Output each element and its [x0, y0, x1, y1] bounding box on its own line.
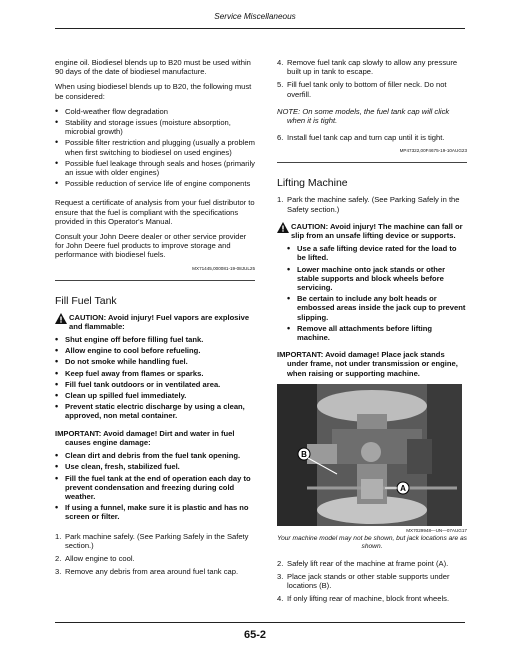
list-item: • Lower machine onto jack stands or other stable supports and block wheels before servicing. — [287, 265, 467, 293]
list-item: • Clean dirt and debris from the fuel tank opening. — [55, 451, 255, 460]
step-text: Allow engine to cool. — [65, 553, 135, 563]
right-column — [277, 58, 467, 610]
list-item: • Use clean, fresh, stabilized fuel. — [55, 462, 255, 471]
list-item: • Remove all attachments before lifting machine. — [287, 324, 467, 342]
step-text: Place jack stands or other stable supports under locations (B). — [287, 572, 450, 591]
list-item: • Cold-weather flow degradation — [55, 107, 255, 116]
step-number: 2. — [277, 558, 284, 568]
fuel-caution-list — [55, 335, 255, 421]
step-item — [277, 559, 467, 568]
list-item: • Do not smoke while handling fuel. — [55, 357, 255, 366]
photo-callout-b: B — [301, 449, 307, 459]
warning-triangle-icon — [277, 222, 289, 235]
step-text: Install fuel tank cap and turn cap until it is tight. — [287, 133, 445, 143]
photo-caption: Your machine model may not be shown, but jack locations are as shown. — [277, 534, 467, 550]
step-number: 2. — [55, 553, 62, 563]
section-divider — [277, 162, 467, 163]
list-item: • Keep fuel away from flames or sparks. — [55, 369, 255, 378]
reference-code: MP47322,00F4675-19-10AUG23 — [399, 148, 467, 154]
list-item: • Stability and storage issues (moisture absorption, microbial growth) — [55, 118, 255, 136]
fuel-steps-list — [55, 532, 255, 577]
machine-underside-illustration — [277, 384, 462, 526]
list-item: • Possible filter restriction and plugging (usually a problem when first switching to biodiesel on used engines) — [55, 138, 255, 156]
photo-reference-code: MX7029948—UN—07AUG17 — [406, 527, 467, 533]
step-item — [277, 572, 467, 590]
step-item — [277, 195, 467, 213]
step-item — [277, 80, 467, 98]
step-number: 6. — [277, 133, 284, 143]
warning-triangle-icon — [55, 313, 67, 326]
step-text: Remove any debris from area around fuel tank cap. — [65, 567, 239, 577]
step-item — [277, 58, 467, 76]
fuel-caution — [55, 313, 255, 331]
section-title-lifting-machine: Lifting Machine — [277, 177, 348, 190]
fuel-important-notice: IMPORTANT: Avoid damage! Dirt and water in fuel causes engine damage: — [55, 428, 235, 447]
caution-text: CAUTION: Avoid injury! The machine can fall or slip from an unsafe lifting device or supports. — [291, 221, 463, 241]
step-item — [55, 532, 255, 550]
biodiesel-para-2: When using biodiesel blends up to B20, the following must be considered: — [55, 82, 252, 101]
caution-text: CAUTION: Avoid injury! Fuel vapors are explosive and flammable: — [69, 312, 250, 331]
header-rule — [55, 28, 465, 29]
step-number: 3. — [55, 567, 62, 577]
step-number: 3. — [277, 572, 284, 582]
step-item — [277, 594, 467, 603]
fuel-steps-continued — [277, 58, 467, 99]
lift-steps-list — [277, 559, 467, 604]
list-item: • Possible reduction of service life of engine components — [55, 179, 255, 188]
lift-caution — [277, 222, 467, 240]
footer-rule — [55, 622, 465, 623]
section-divider — [55, 280, 255, 281]
step-text: If only lifting rear of machine, block front wheels. — [287, 594, 450, 604]
photo-callout-a: A — [400, 483, 406, 493]
step-text: Remove fuel tank cap slowly to allow any pressure built up in tank to escape. — [287, 58, 458, 77]
biodiesel-para-1: engine oil. Biodiesel blends up to B20 must be used within 90 days of the date of biodiesel manufacture. — [55, 58, 251, 77]
list-item: • Prevent static electric discharge by using a clean, approved, non metal container. — [55, 402, 255, 420]
page-header-title: Service Miscellaneous — [214, 12, 296, 21]
step-text: Park the machine safely. (See Parking Safely in the Safety section.) — [287, 195, 460, 214]
list-item: • Fill the fuel tank at the end of operation each day to prevent condensation and freezing during cold weather. — [55, 474, 255, 502]
list-item: • Clean up spilled fuel immediately. — [55, 391, 255, 400]
reference-code: MX71445,000081-19-08JUL25 — [192, 265, 255, 271]
step-number: 1. — [55, 531, 62, 541]
lift-step-1 — [277, 195, 467, 213]
step-item — [55, 554, 255, 563]
step-item — [277, 133, 467, 142]
step-text: Park machine safely. (See Parking Safely in the Safety section.) — [65, 531, 249, 550]
lift-caution-list — [277, 244, 467, 342]
left-column — [55, 58, 255, 582]
step-text: Safely lift rear of the machine at frame point (A). — [287, 558, 449, 568]
list-item: • Possible fuel leakage through seals and hoses (primarily an issue with older engines) — [55, 159, 255, 177]
considerations-list — [55, 107, 255, 189]
list-item: • If using a funnel, make sure it is plastic and has no screen or filter. — [55, 503, 255, 521]
step-number: 4. — [277, 594, 284, 604]
list-item: • Be certain to include any bolt heads or embossed areas inside the jack cup to prevent slipping. — [287, 294, 467, 322]
list-item: • Shut engine off before filling fuel tank. — [55, 335, 255, 344]
lift-important-notice: IMPORTANT: Avoid damage! Place jack stands under frame, not under transmission or engine, when raising or supporting machine. — [277, 350, 458, 378]
step-number: 1. — [277, 195, 284, 205]
jack-locations-photo — [277, 384, 462, 526]
step-number: 4. — [277, 58, 284, 67]
page-number: 65-2 — [243, 629, 267, 641]
list-item: • Use a safe lifting device rated for the load to be lifted. — [287, 244, 467, 262]
section-title-fill-fuel-tank: Fill Fuel Tank — [55, 294, 117, 307]
fuel-cap-note: NOTE: On some models, the fuel tank cap will click when it is tight. — [277, 106, 450, 126]
list-item: • Fill fuel tank outdoors or in ventilated area. — [55, 380, 255, 389]
step-number: 5. — [277, 80, 284, 90]
fuel-important-list — [55, 451, 255, 521]
list-item: • Allow engine to cool before refueling. — [55, 346, 255, 355]
certificate-para: Request a certificate of analysis from your fuel distributor to ensure that the fuel is compliant with the specifications provided in this Operator's Manual. — [55, 198, 255, 226]
step-text: Fill fuel tank only to bottom of filler neck. Do not overfill. — [287, 80, 447, 99]
fuel-step-6 — [277, 133, 467, 142]
step-item — [55, 567, 255, 576]
dealer-para: Consult your John Deere dealer or other service provider for John Deere fuel products to improve storage and performance with biodiesel fuels. — [55, 232, 247, 260]
